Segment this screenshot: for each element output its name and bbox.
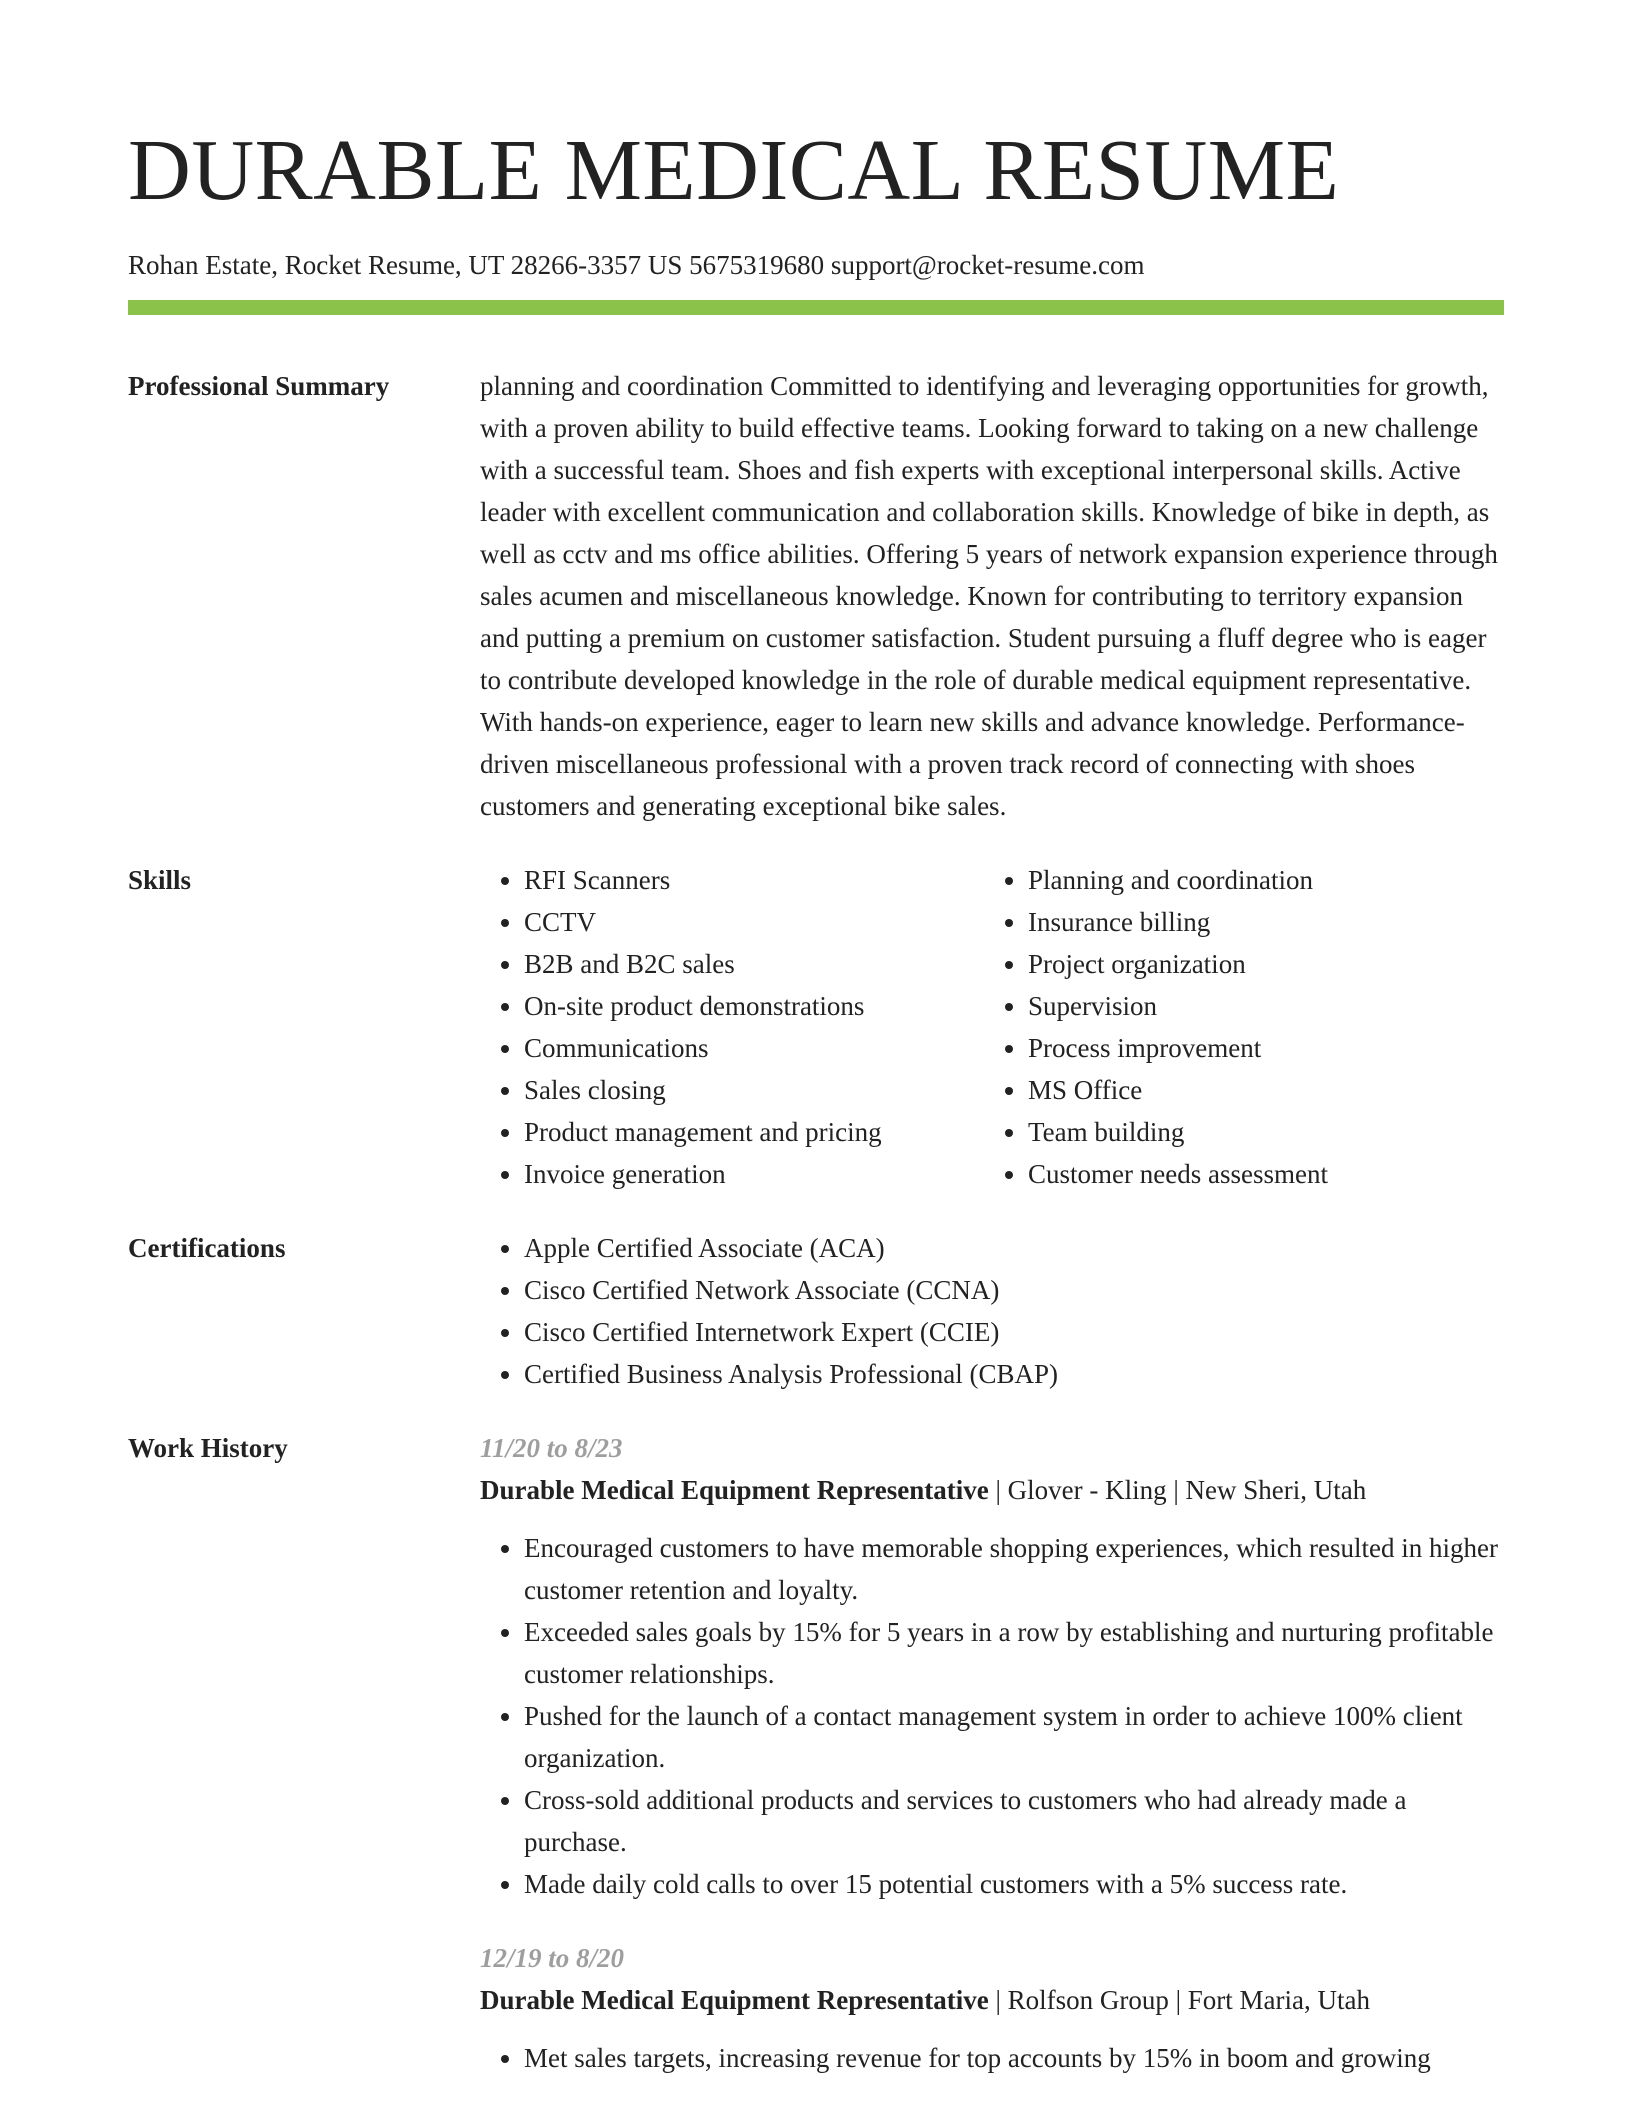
job-dates: 11/20 to 8/23: [480, 1433, 623, 1463]
job-company-location: | Rolfson Group | Fort Maria, Utah: [988, 1985, 1370, 2015]
job-heading: [480, 1979, 1504, 2021]
job-dates: 12/19 to 8/20: [480, 1943, 625, 1973]
skills-list-right: [984, 859, 1504, 1195]
skill-item: • MS Office: [1028, 1069, 1504, 1111]
job-bullet: • Encouraged customers to have memorable shopping experiences, which resulted in higher customer retention and loyalty.: [524, 1527, 1504, 1611]
skill-item: • Team building: [1028, 1111, 1504, 1153]
job-bullet: • Made daily cold calls to over 15 potential customers with a 5% success rate.: [524, 1863, 1504, 1905]
certification-item: • Cisco Certified Internetwork Expert (CCIE): [524, 1311, 1504, 1353]
certifications-section: [128, 1227, 1504, 1395]
skill-item: • Insurance billing: [1028, 901, 1504, 943]
section-label-certifications: Certifications: [128, 1233, 286, 1263]
job-company-location: | Glover - Kling | New Sheri, Utah: [988, 1475, 1367, 1505]
skill-item: • Supervision: [1028, 985, 1504, 1027]
job-bullet: • Cross-sold additional products and services to customers who had already made a purchase.: [524, 1779, 1504, 1863]
job-heading: [480, 1469, 1504, 1511]
job-title: Durable Medical Equipment Representative: [480, 1475, 989, 1505]
skill-item: • CCTV: [524, 901, 984, 943]
skill-item: • Process improvement: [1028, 1027, 1504, 1069]
job-bullet: • Exceeded sales goals by 15% for 5 years in a row by establishing and nurturing profitable customer relationships.: [524, 1611, 1504, 1695]
contact-info: Rohan Estate, Rocket Resume, UT 28266-3357 US 5675319680 support@rocket-resume.com: [128, 250, 1145, 280]
professional-summary-section: [128, 365, 1504, 827]
job-bullets: [480, 1527, 1504, 1905]
certification-item: • Certified Business Analysis Professional (CBAP): [524, 1353, 1504, 1395]
skill-item: • Invoice generation: [524, 1153, 984, 1195]
skill-item: • Planning and coordination: [1028, 859, 1504, 901]
skill-item: • On-site product demonstrations: [524, 985, 984, 1027]
skill-item: • Customer needs assessment: [1028, 1153, 1504, 1195]
skill-item: • B2B and B2C sales: [524, 943, 984, 985]
job-entry: [480, 1427, 1504, 1905]
skill-item: • Project organization: [1028, 943, 1504, 985]
certifications-list: [480, 1227, 1504, 1395]
resume-page: [128, 0, 1504, 2111]
section-label-skills: Skills: [128, 865, 192, 895]
skill-item: • Communications: [524, 1027, 984, 1069]
header-divider: [128, 300, 1504, 315]
job-bullets: [480, 2037, 1504, 2079]
job-bullet: • Pushed for the launch of a contact management system in order to achieve 100% client organization.: [524, 1695, 1504, 1779]
summary-text: planning and coordination Committed to identifying and leveraging opportunities for growth, with a proven ability to build effective teams. Looking forward to taking on a new challenge with a successful team. Shoes and fish experts with exceptional interpersonal skills. Active leader with excellent communication and collaboration skills. Knowledge of bike in depth, as well as cctv and ms office abilities. Offering 5 years of network expansion experience through sales acumen and miscellaneous knowledge. Known for contributing to territory expansion and putting a premium on customer satisfaction. Student pursuing a fluff degree who is eager to contribute developed knowledge in the role of durable medical equipment representative. With hands-on experience, eager to learn new skills and advance knowledge. Performance-driven miscellaneous professional with a proven track record of connecting with shoes customers and generating exceptional bike sales.: [480, 371, 1498, 821]
skill-item: • Product management and pricing: [524, 1111, 984, 1153]
skill-item: • Sales closing: [524, 1069, 984, 1111]
skills-section: [128, 859, 1504, 1195]
work-history-section: [128, 1427, 1504, 2111]
section-label-work-history: Work History: [128, 1433, 288, 1463]
job-title: Durable Medical Equipment Representative: [480, 1985, 989, 2015]
job-bullet: • Met sales targets, increasing revenue for top accounts by 15% in boom and growing: [524, 2037, 1504, 2079]
certification-item: • Apple Certified Associate (ACA): [524, 1227, 1504, 1269]
skills-list-left: [480, 859, 984, 1195]
section-label-professional-summary: Professional Summary: [128, 371, 390, 401]
job-entry: [480, 1937, 1504, 2079]
resume-title: DURABLE MEDICAL RESUME: [128, 121, 1340, 218]
skill-item: • RFI Scanners: [524, 859, 984, 901]
certification-item: • Cisco Certified Network Associate (CCNA): [524, 1269, 1504, 1311]
